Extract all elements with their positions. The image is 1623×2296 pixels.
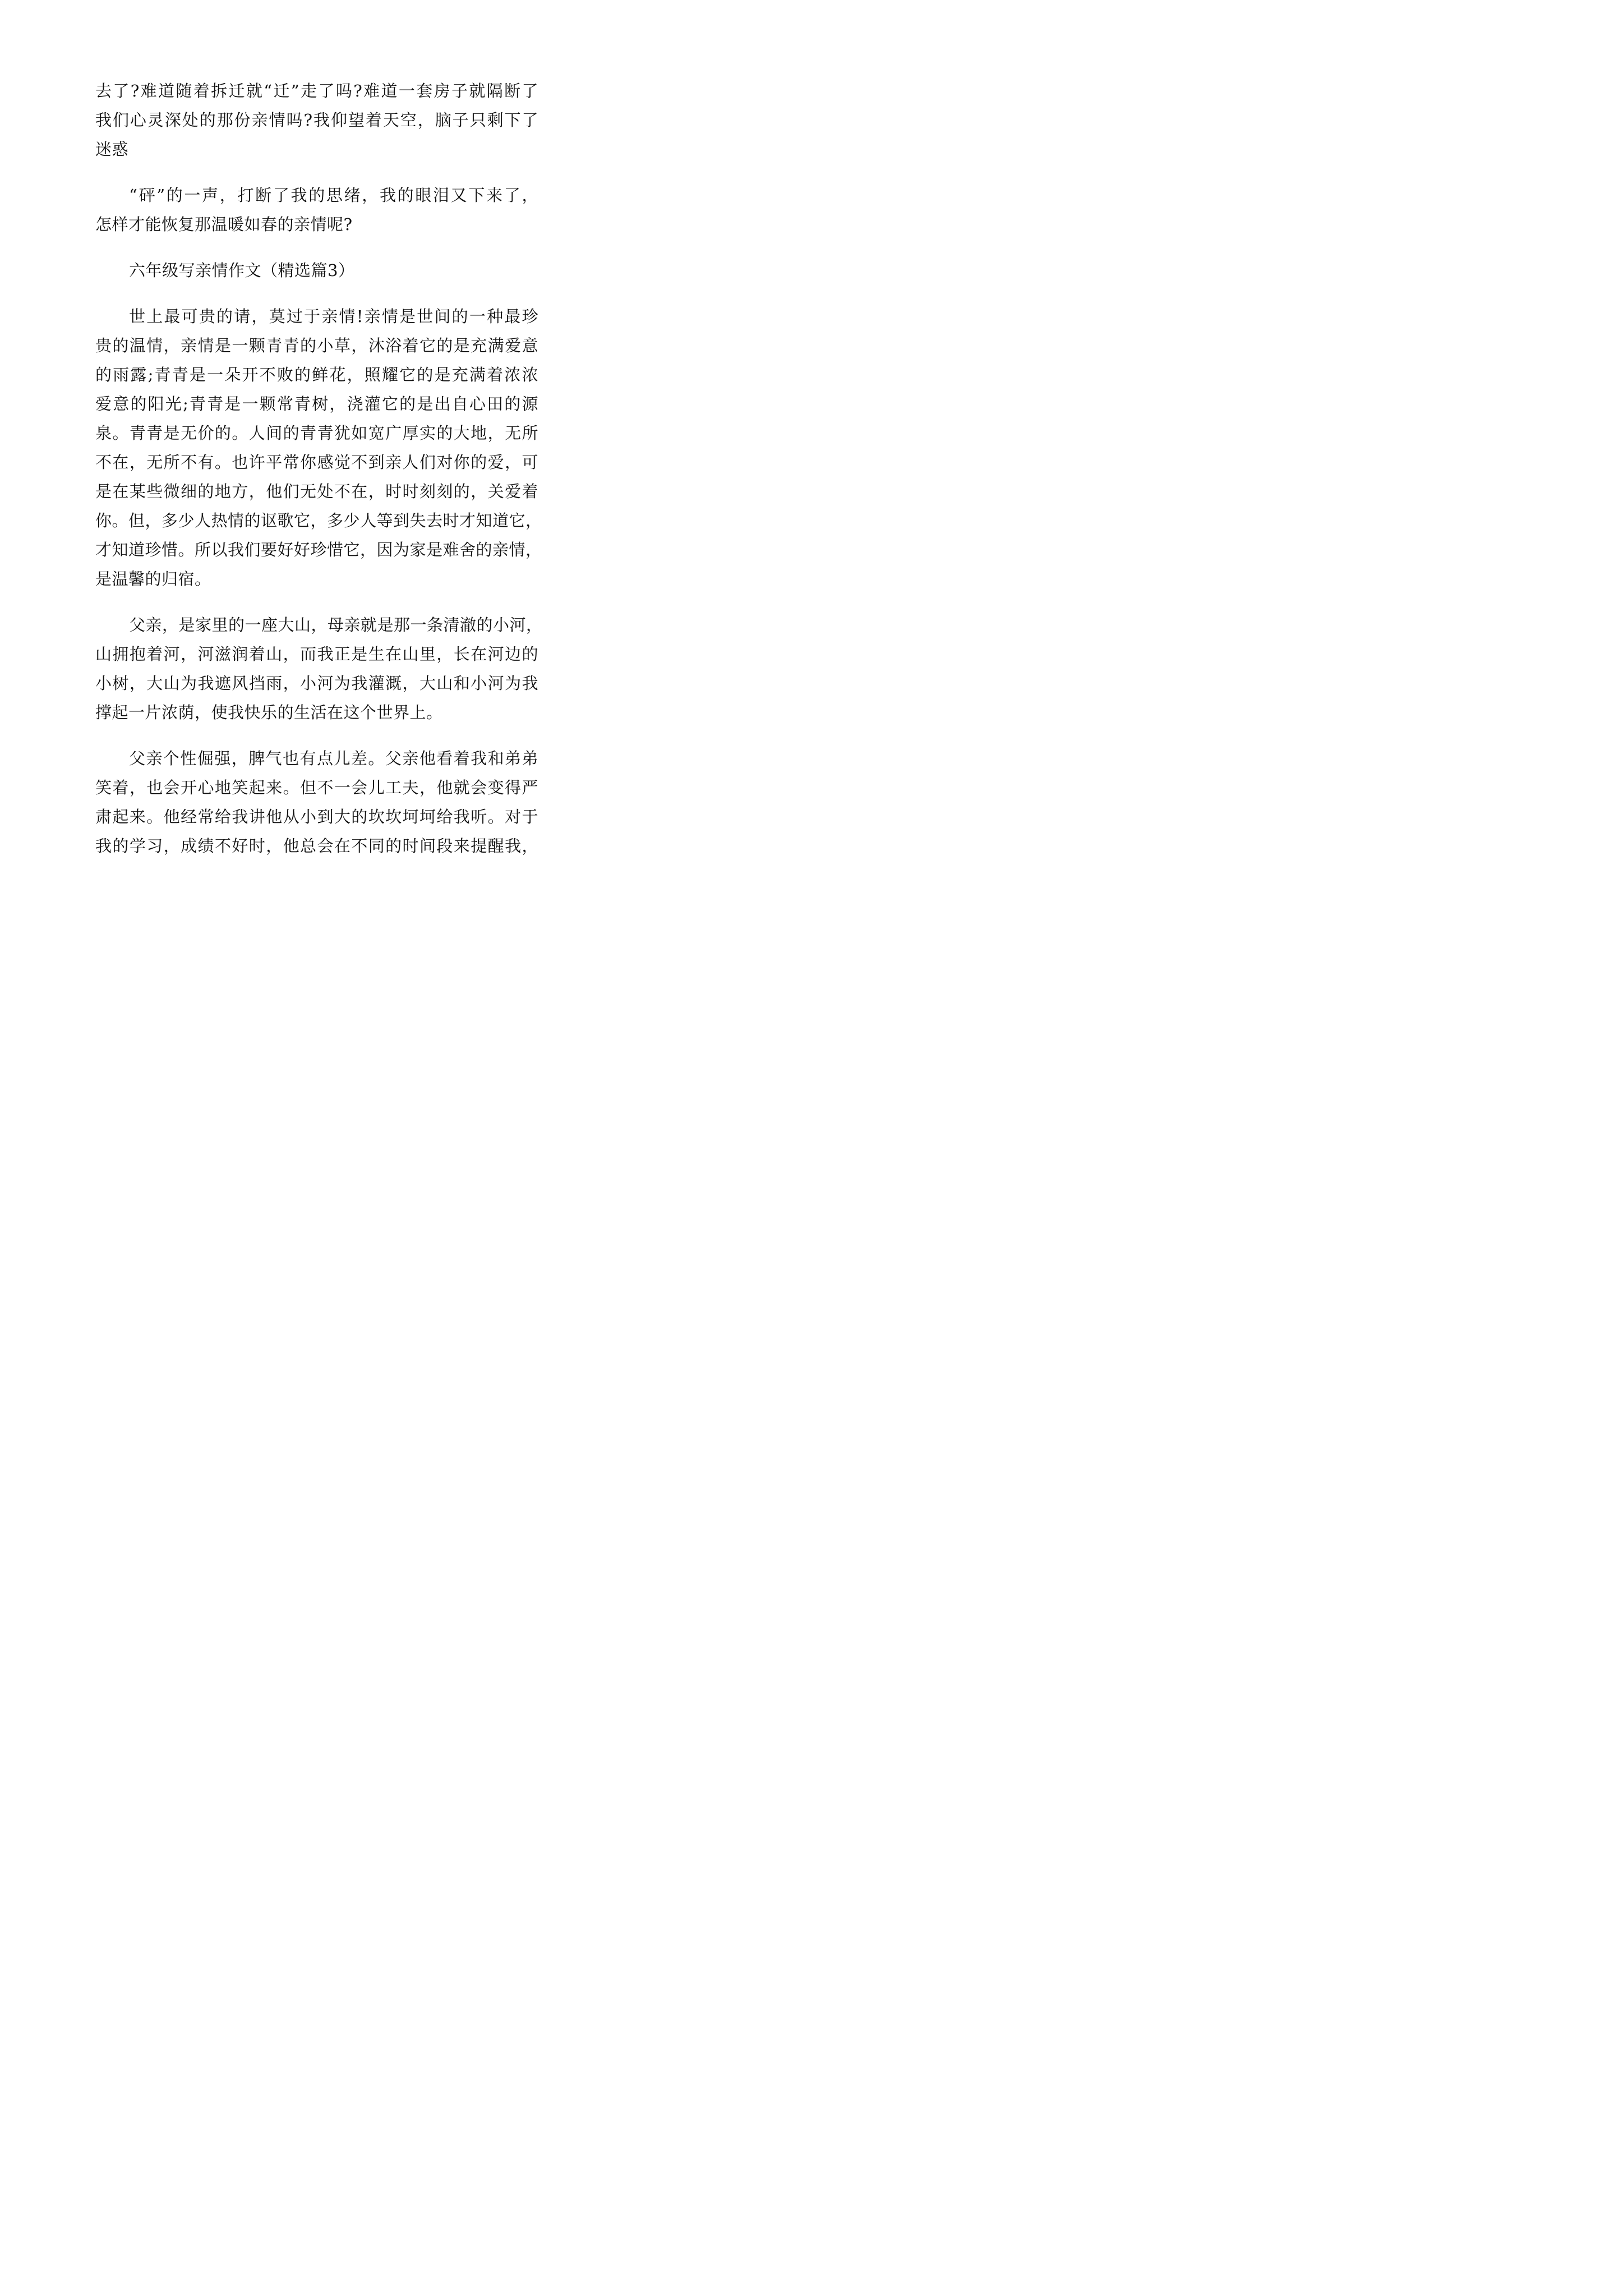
paragraph [95,610,543,727]
document-body [95,76,543,861]
paragraph [95,76,538,164]
document-page [0,0,615,870]
text-line: 小树，大山为我遮风挡雨，小河为我灌溉，大山和小河为我 [95,674,538,693]
text-line: 才知道珍惜。所以我们要好好珍惜它，因为家是难舍的亲情， [95,540,542,559]
text-line: “砰”的一声，打断了我的思绪，我的眼泪又下来了， [129,186,538,205]
text-line: 山拥抱着河，河滋润着山，而我正是生在山里，长在河边的 [95,645,538,664]
text-line: 是温馨的归宿。 [95,569,211,588]
heading-text: 六年级写亲情作文（精选篇3） [129,261,355,280]
paragraph [95,302,542,593]
text-line: 不在，无所不有。也许平常你感觉不到亲人们对你的爱，可 [95,453,538,472]
text-line: 撑起一片浓荫，使我快乐的生活在这个世界上。 [95,703,443,722]
text-line: 泉。青青是无价的。人间的青青犹如宽广厚实的大地，无所 [95,424,538,443]
text-line: 迷惑 [95,140,129,159]
text-line: 你。但，多少人热情的讴歌它，多少人等到失去时才知道它， [95,511,542,530]
paragraph [95,744,538,861]
section-heading [95,256,538,285]
text-line: 的雨露;青青是一朵开不败的鲜花，照耀它的是充满着浓浓 [95,365,538,384]
text-line: 笑着，也会开心地笑起来。但不一会儿工夫，他就会变得严 [95,778,538,797]
text-line: 贵的温情，亲情是一颗青青的小草，沐浴着它的是充满爱意 [95,336,538,355]
paragraph [95,181,538,239]
text-line: 我的学习，成绩不好时，他总会在不同的时间段来提醒我， [95,836,538,855]
text-line: 怎样才能恢复那温暖如春的亲情呢? [95,215,353,234]
text-line: 肃起来。他经常给我讲他从小到大的坎坎坷坷给我听。对于 [95,807,538,826]
text-line: 父亲个性倔强，脾气也有点儿差。父亲他看着我和弟弟 [129,749,538,768]
text-line: 父亲，是家里的一座大山，母亲就是那一条清澈的小河， [129,615,543,634]
text-line: 我们心灵深处的那份亲情吗?我仰望着天空，脑子只剩下了 [95,111,538,130]
text-line: 去了?难道随着拆迁就“迁”走了吗?难道一套房子就隔断了 [95,81,538,100]
text-line: 世上最可贵的请，莫过于亲情!亲情是世间的一种最珍 [129,307,538,326]
text-line: 爱意的阳光;青青是一颗常青树，浇灌它的是出自心田的源 [95,394,538,413]
text-line: 是在某些微细的地方，他们无处不在，时时刻刻的，关爱着 [95,482,538,501]
